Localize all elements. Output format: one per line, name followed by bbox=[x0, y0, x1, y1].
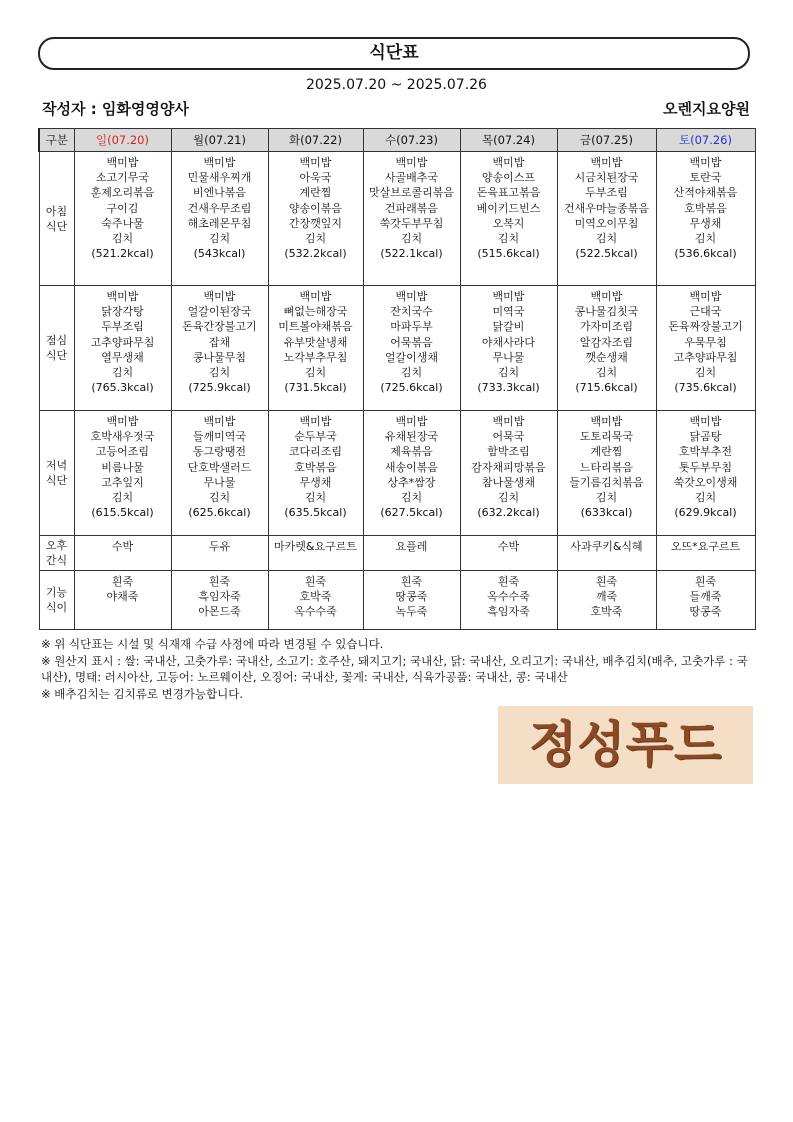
menu-cell: 백미밥 시금치된장국 두부조림 건새우마늘종볶음 미역오이무침 김치 (522.5kcal) bbox=[557, 152, 656, 286]
menu-cell: 백미밥 도토리묵국 계란찜 느타리볶음 들기름김치볶음 김치 (633kcal) bbox=[557, 411, 656, 536]
day-header-mon: 월(07.21) bbox=[171, 129, 268, 152]
menu-cell: 백미밥 소고기무국 훈제오리볶음 구이김 숙주나물 김치 (521.2kcal) bbox=[74, 152, 171, 286]
note-origin: ※ 원산지 표시 : 쌀: 국내산, 고춧가루: 국내산, 소고기: 호주산, 돼지고기; 국내산, 닭: 국내산, 오리고기: 국내산, 배추김치(배추, 고춧가루 : 국내산), 명태: 러시아산, 고등어: 노르웨이산, 오징어: 국내산, 꽃게: 국내산, 식육가공품: 국내산, 콩: 국내산 bbox=[41, 653, 748, 684]
menu-cell: 두유 bbox=[171, 536, 268, 571]
day-header-sat: 토(07.26) bbox=[656, 129, 755, 152]
menu-cell: 흰죽 야채죽 bbox=[74, 571, 171, 630]
snack-row bbox=[39, 536, 755, 571]
day-header-wed: 수(07.23) bbox=[363, 129, 460, 152]
row-label-breakfast: 아침 식단 bbox=[39, 152, 74, 286]
title-text: 식단표 bbox=[369, 43, 419, 63]
menu-cell: 흰죽 땅콩죽 녹두죽 bbox=[363, 571, 460, 630]
date-range: 2025.07.20 ~ 2025.07.26 bbox=[306, 77, 487, 93]
menu-cell: 수박 bbox=[74, 536, 171, 571]
day-header-fri: 금(07.25) bbox=[557, 129, 656, 152]
menu-cell: 흰죽 깨죽 호박죽 bbox=[557, 571, 656, 630]
logo-text: 정성푸드 bbox=[528, 716, 723, 773]
menu-cell: 백미밥 토란국 산적야채볶음 호박볶음 무생채 김치 (536.6kcal) bbox=[656, 152, 755, 286]
menu-cell: 백미밥 사골배추국 맛살브로콜리볶음 건파래볶음 쑥갓두부무침 김치 (522.1kcal) bbox=[363, 152, 460, 286]
note-kimchi: ※ 배추김치는 김치류로 변경가능합니다. bbox=[41, 686, 243, 701]
menu-cell: 오뜨*요구르트 bbox=[656, 536, 755, 571]
menu-cell: 백미밥 미역국 닭갈비 야채사라다 무나물 김치 (733.3kcal) bbox=[460, 286, 557, 411]
row-label-lunch: 점심 식단 bbox=[39, 286, 74, 411]
dinner-row bbox=[39, 411, 755, 536]
menu-cell: 요플레 bbox=[363, 536, 460, 571]
day-header-tue: 화(07.22) bbox=[268, 129, 363, 152]
page-title bbox=[38, 37, 750, 70]
menu-cell: 백미밥 잔치국수 마파두부 어묵볶음 얼갈이생채 김치 (725.6kcal) bbox=[363, 286, 460, 411]
menu-cell: 백미밥 민물새우찌개 비엔나볶음 건새우무조림 해초레몬무침 김치 (543kcal) bbox=[171, 152, 268, 286]
menu-cell: 백미밥 얼갈이된장국 돈육간장불고기 잡채 콩나물무침 김치 (725.9kcal) bbox=[171, 286, 268, 411]
row-label-special-diet: 기능 식이 bbox=[39, 571, 74, 630]
special-diet-row bbox=[39, 571, 755, 630]
menu-cell: 백미밥 콩나물김칫국 가자미조림 알감자조림 깻순생채 김치 (715.6kcal) bbox=[557, 286, 656, 411]
menu-cell: 흰죽 호박죽 옥수수죽 bbox=[268, 571, 363, 630]
menu-cell: 수박 bbox=[460, 536, 557, 571]
menu-cell: 백미밥 유채된장국 제육볶음 새송이볶음 상추*쌈장 김치 (627.5kcal) bbox=[363, 411, 460, 536]
table-header-row bbox=[39, 129, 755, 152]
corner-header: 구분 bbox=[39, 129, 74, 152]
menu-cell: 백미밥 어묵국 함박조림 감자채피망볶음 참나물생채 김치 (632.2kcal) bbox=[460, 411, 557, 536]
lunch-row bbox=[39, 286, 755, 411]
row-label-dinner: 저녁 식단 bbox=[39, 411, 74, 536]
row-label-snack: 오후 간식 bbox=[39, 536, 74, 571]
menu-cell: 백미밥 들깨미역국 동그랑땡전 단호박샐러드 무나물 김치 (625.6kcal) bbox=[171, 411, 268, 536]
day-header-thu: 목(07.24) bbox=[460, 129, 557, 152]
menu-cell: 백미밥 근대국 돈육짜장불고기 우묵무침 고추양파무침 김치 (735.6kcal) bbox=[656, 286, 755, 411]
menu-cell: 마카렛&요구르트 bbox=[268, 536, 363, 571]
menu-cell: 백미밥 순두부국 코다리조림 호박볶음 무생채 김치 (635.5kcal) bbox=[268, 411, 363, 536]
notes-section bbox=[41, 636, 753, 702]
note-change-notice: ※ 위 식단표는 시설 및 식재재 수급 사정에 따라 변경될 수 있습니다. bbox=[41, 637, 384, 651]
menu-table bbox=[38, 128, 756, 630]
brand-logo bbox=[498, 706, 753, 784]
day-header-sun: 일(07.20) bbox=[74, 129, 171, 152]
menu-cell: 흰죽 흑임자죽 아몬드죽 bbox=[171, 571, 268, 630]
menu-cell: 백미밥 아욱국 계란찜 양송이볶음 간장깻잎지 김치 (532.2kcal) bbox=[268, 152, 363, 286]
menu-cell: 사과쿠키&식혜 bbox=[557, 536, 656, 571]
breakfast-row bbox=[39, 152, 755, 286]
facility-name: 오렌지요양원 bbox=[663, 100, 750, 118]
menu-cell: 백미밥 양송이스프 돈육표고볶음 베이키드빈스 오복지 김치 (515.6kcal) bbox=[460, 152, 557, 286]
menu-cell: 백미밥 닭장각탕 두부조림 고추양파무침 열무생채 김치 (765.3kcal) bbox=[74, 286, 171, 411]
menu-cell: 백미밥 닭곰탕 호박부추전 톳두부무침 쑥갓오이생채 김치 (629.9kcal) bbox=[656, 411, 755, 536]
author-label: 작성자 : 임화영영양사 bbox=[42, 100, 189, 118]
menu-cell: 흰죽 들깨죽 땅콩죽 bbox=[656, 571, 755, 630]
menu-cell: 백미밥 호박새우젓국 고등어조림 비름나물 고추잎지 김치 (615.5kcal) bbox=[74, 411, 171, 536]
menu-cell: 흰죽 옥수수죽 흑임자죽 bbox=[460, 571, 557, 630]
menu-cell: 백미밥 뼈없는해장국 미트볼야채볶음 유부맛살냉채 노각부추무침 김치 (731.5kcal) bbox=[268, 286, 363, 411]
